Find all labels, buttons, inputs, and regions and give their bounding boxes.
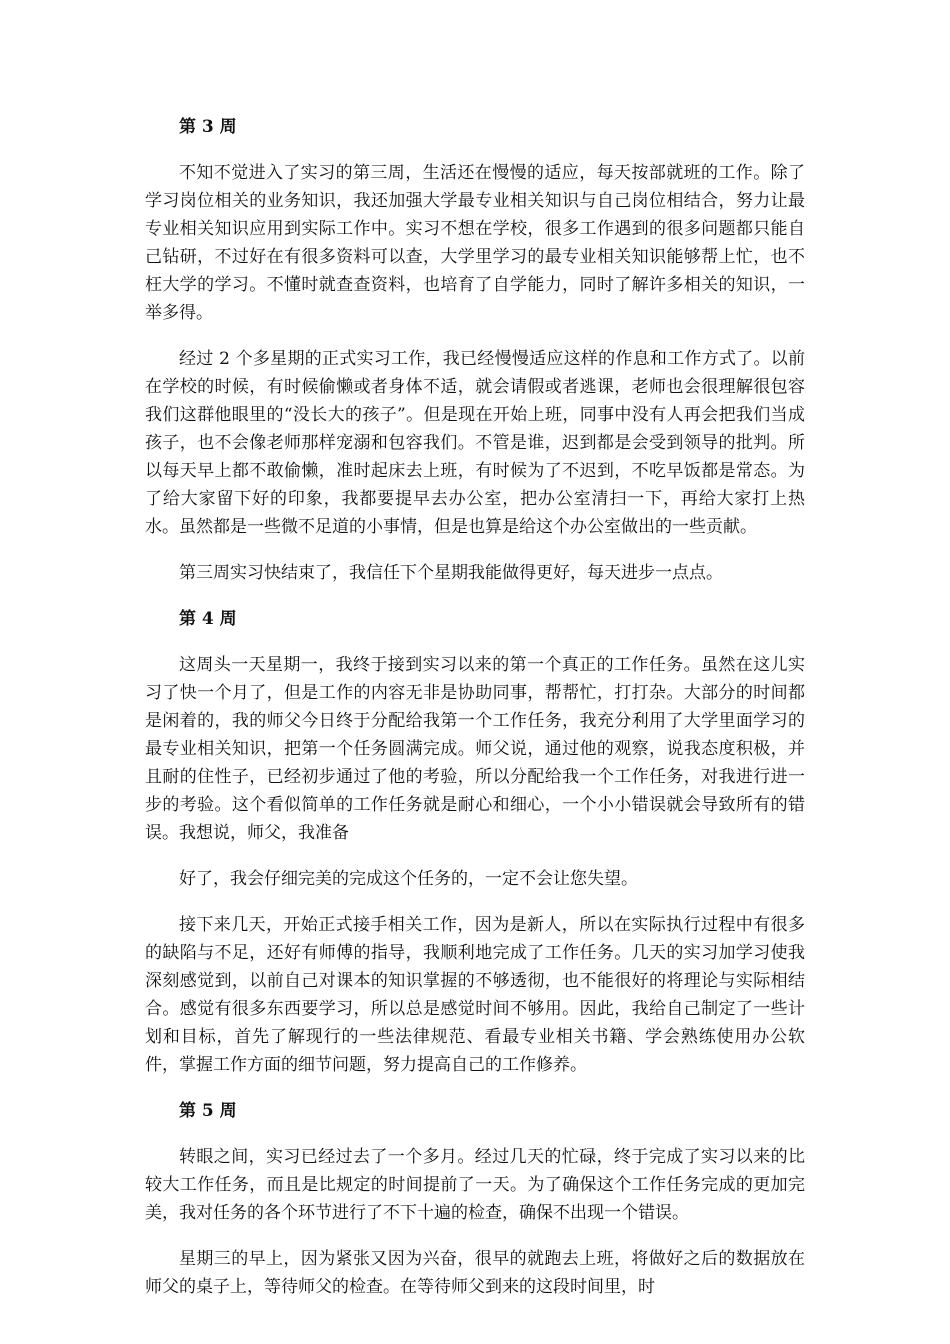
section-heading-week-4: 第 4 周: [179, 609, 237, 629]
paragraph: 第三周实习快结束了，我信任下个星期我能做得更好，每天进步一点点。: [179, 563, 723, 583]
paragraph: 接下来几天，开始正式接手相关工作，因为是新人，所以在实际执行过程中有很多的缺陷与不足，还好有师傅的指导，我顺利地完成了工作任务。几天的实习加学习使我深刻感觉到，以前自己对课本的知识掌握的不够透彻，也不能很好的将理论与实际相结合。感觉有很多东西要学习，所以总是感觉时间不够用。因此，我给自己制定了一些计划和目标，首先了解现行的一些法律规范、看最专业相关书籍、学会熟练使用办公软件，掌握工作方面的细节问题，努力提高自己的工作修养。: [145, 915, 805, 1075]
paragraph: 转眼之间，实习已经过去了一个多月。经过几天的忙碌，终于完成了实习以来的比较大工作任务，而且是比规定的时间提前了一天。为了确保这个工作任务完成的更加完美，我对任务的各个环节进行了不下十遍的检查，确保不出现一个错误。: [145, 1147, 805, 1223]
paragraph: 不知不觉进入了实习的第三周，生活还在慢慢的适应，每天按部就班的工作。除了学习岗位相关的业务知识，我还加强大学最专业相关知识与自己岗位相结合，努力让最专业相关知识应用到实际工作中。实习不想在学校，很多工作遇到的很多问题都只能自己钻研，不过好在有很多资料可以查，大学里学习的最专业相关知识能够帮上忙，也不枉大学的学习。不懂时就查查资料，也培育了自学能力，同时了解许多相关的知识，一举多得。: [145, 163, 805, 323]
section-heading-week-3: 第 3 周: [179, 117, 237, 137]
section-heading-week-5: 第 5 周: [179, 1101, 237, 1121]
paragraph: 经过 2 个多星期的正式实习工作，我已经慢慢适应这样的作息和工作方式了。以前在学校的时候，有时候偷懒或者身体不适，就会请假或者逃课，老师也会很理解很包容我们这群他眼里的“没长大的孩子”。但是现在开始上班，同事中没有人再会把我们当成孩子，也不会像老师那样宠溺和包容我们。不管是谁，迟到都是会受到领导的批判。所以每天早上都不敢偷懒，准时起床去上班，有时候为了不迟到，不吃早饭都是常态。为了给大家留下好的印象，我都要提早去办公室，把办公室清扫一下，再给大家打上热水。虽然都是一些微不足道的小事情，但是也算是给这个办公室做出的一些贡献。: [145, 349, 805, 537]
document-body: [145, 113, 805, 1319]
paragraph: 这周头一天星期一，我终于接到实习以来的第一个真正的工作任务。虽然在这儿实习了快一个月了，但是工作的内容无非是协助同事，帮帮忙，打打杂。大部分的时间都是闲着的，我的师父今日终于分配给我第一个工作任务，我充分利用了大学里面学习的最专业相关知识，把第一个任务圆满完成。师父说，通过他的观察，说我态度积极，并且耐的住性子，已经初步通过了他的考验，所以分配给我一个工作任务，对我进行进一步的考验。这个看似简单的工作任务就是耐心和细心，一个小小错误就会导致所有的错误。我想说，师父，我准备: [145, 655, 805, 843]
paragraph: 星期三的早上，因为紧张又因为兴奋，很早的就跑去上班，将做好之后的数据放在师父的桌子上，等待师父的检查。在等待师父到来的这段时间里，时: [145, 1249, 805, 1297]
paragraph: 好了，我会仔细完美的完成这个任务的，一定不会让您失望。: [179, 869, 638, 889]
